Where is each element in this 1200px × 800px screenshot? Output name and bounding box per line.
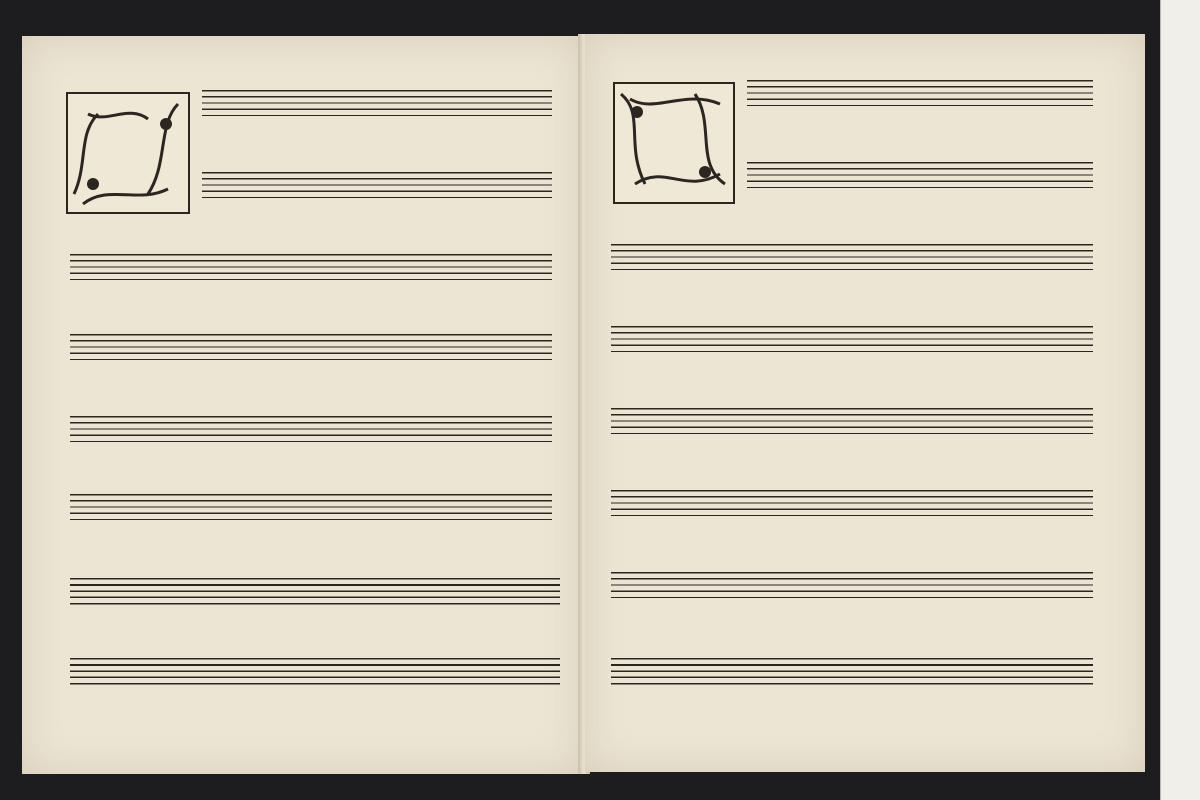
music-staff [70,494,552,524]
music-staff [747,162,1093,192]
music-staff [70,254,552,284]
music-staff [202,90,552,120]
music-staff [611,326,1093,356]
left-page [22,36,582,774]
decorated-initial [66,92,190,214]
right-page [585,34,1145,772]
empty-staff [70,658,560,688]
empty-staff [70,578,560,608]
music-staff [70,416,552,446]
music-staff [70,334,552,364]
empty-staff [611,658,1093,688]
music-staff [747,80,1093,110]
music-staff [611,244,1093,274]
music-staff [611,572,1093,602]
initial-letter [68,94,188,212]
music-staff [202,172,552,202]
measurement-ruler [1160,0,1200,800]
music-staff [611,408,1093,438]
music-staff [611,490,1093,520]
initial-letter [615,84,733,202]
decorated-initial [613,82,735,204]
